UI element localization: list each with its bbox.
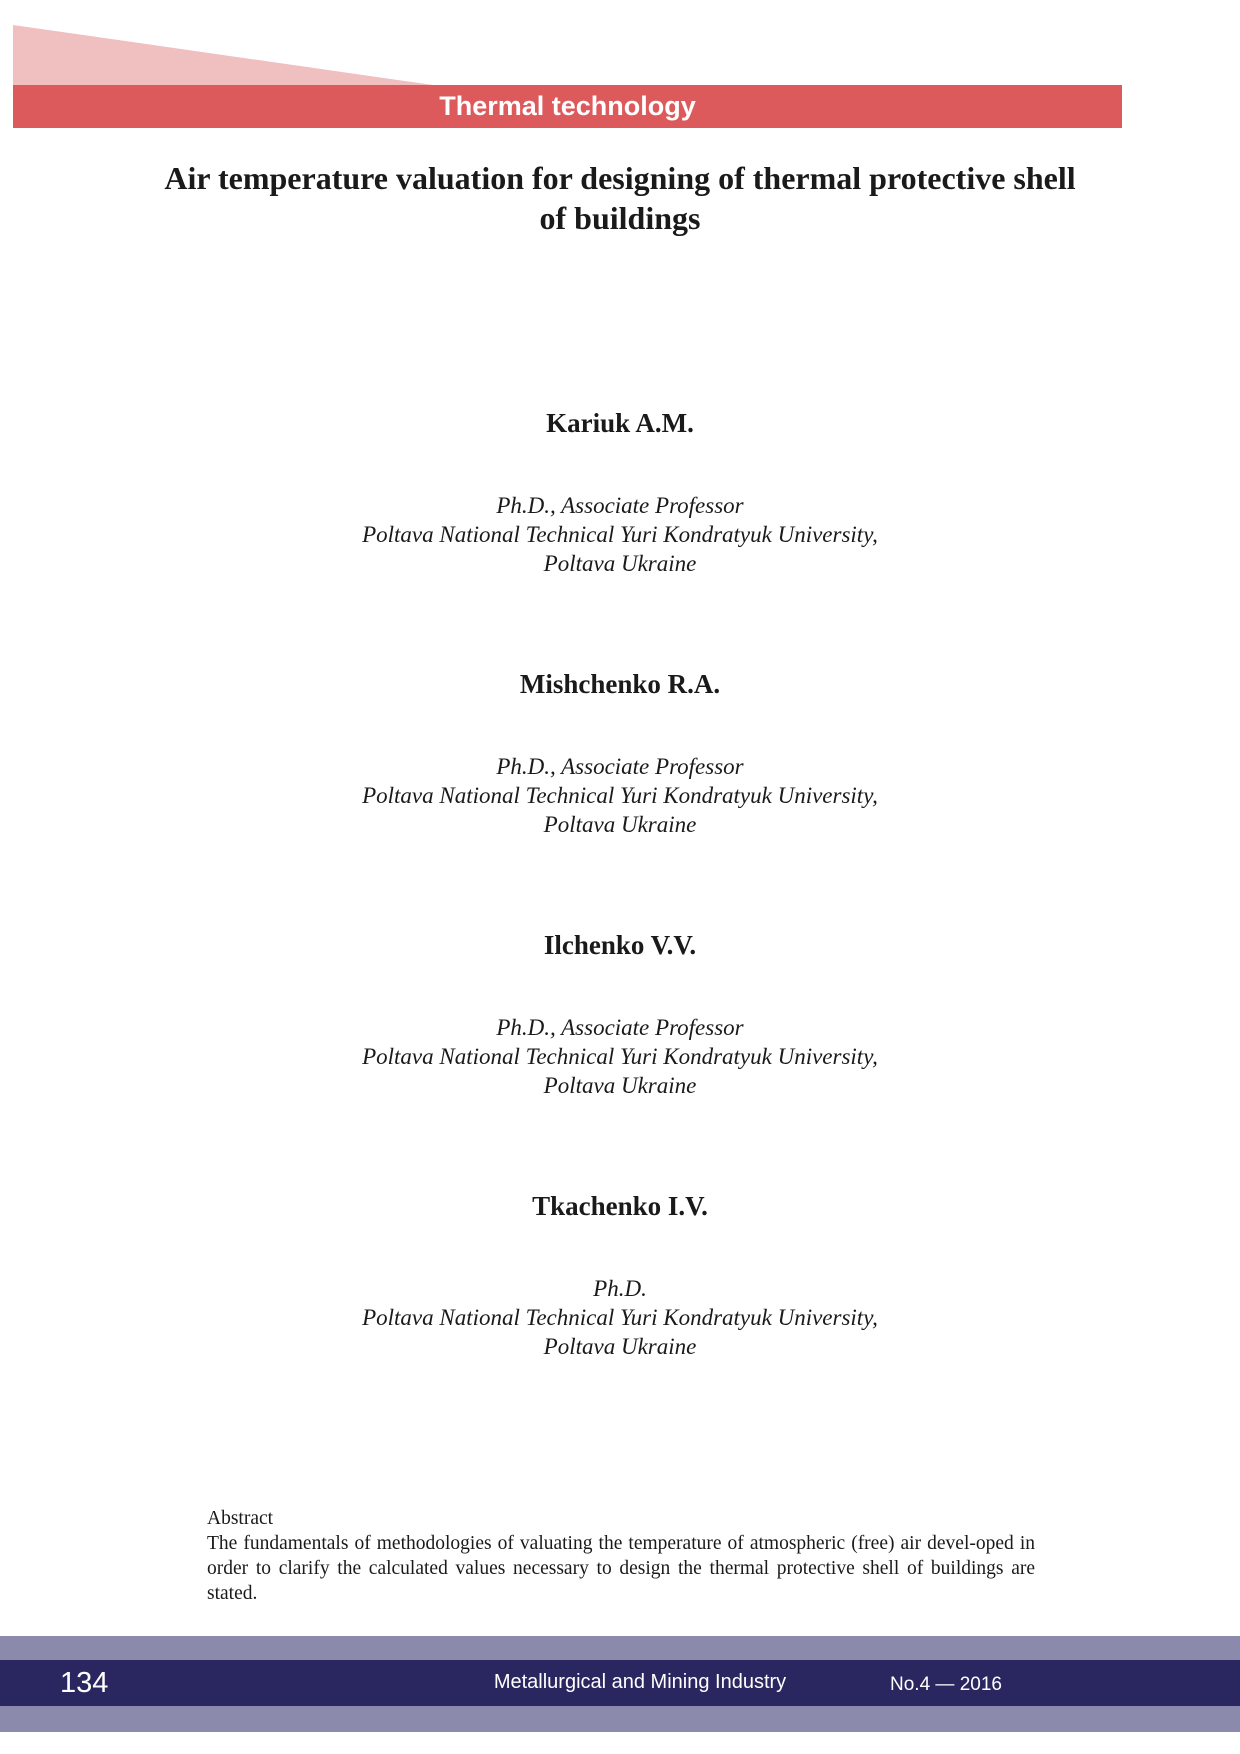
issue-label: No.4 — 2016	[890, 1674, 1002, 1695]
article-title-line2: of buildings	[539, 200, 701, 236]
author-location: Poltava Ukraine	[543, 1073, 697, 1098]
author-institution: Poltava National Technical Yuri Kondratyuk University,	[362, 1305, 878, 1330]
author-position: Ph.D.	[593, 1276, 647, 1301]
author-affiliation	[220, 1013, 1020, 1100]
author-location: Poltava Ukraine	[543, 551, 697, 576]
author-institution: Poltava National Technical Yuri Kondratyuk University,	[362, 783, 878, 808]
article-title	[110, 158, 1130, 238]
author-institution: Poltava National Technical Yuri Kondratyuk University,	[362, 1044, 878, 1069]
author-institution: Poltava National Technical Yuri Kondratyuk University,	[362, 522, 878, 547]
author-name: Kariuk A.M.	[546, 408, 694, 438]
author-block	[220, 929, 1020, 1100]
article-title-line1: Air temperature valuation for designing of thermal protective shell	[164, 160, 1076, 196]
author-block	[220, 1190, 1020, 1361]
author-location: Poltava Ukraine	[543, 1334, 697, 1359]
author-name: Mishchenko R.A.	[519, 669, 721, 699]
author-block	[220, 668, 1020, 839]
header-wedge-decoration	[13, 25, 433, 85]
section-label: Thermal technology	[439, 91, 696, 121]
author-affiliation	[220, 491, 1020, 578]
author-position: Ph.D., Associate Professor	[496, 754, 744, 779]
author-affiliation	[220, 752, 1020, 839]
page-number: 134	[60, 1667, 109, 1699]
author-name: Tkachenko I.V.	[532, 1191, 708, 1221]
abstract-text: The fundamentals of methodologies of valuating the temperature of atmospheric (free) air devel-oped in order to clarify the calculated values necessary to design the thermal protective shell of buildings are stated.	[207, 1533, 1035, 1604]
author-block	[220, 407, 1020, 578]
author-name: Ilchenko V.V.	[543, 930, 697, 960]
abstract-section	[207, 1506, 1035, 1606]
author-position: Ph.D., Associate Professor	[496, 493, 744, 518]
author-location: Poltava Ukraine	[543, 812, 697, 837]
author-affiliation	[220, 1274, 1020, 1361]
author-position: Ph.D., Associate Professor	[496, 1015, 744, 1040]
journal-name: Metallurgical and Mining Industry	[493, 1671, 787, 1693]
abstract-heading: Abstract	[207, 1508, 274, 1529]
